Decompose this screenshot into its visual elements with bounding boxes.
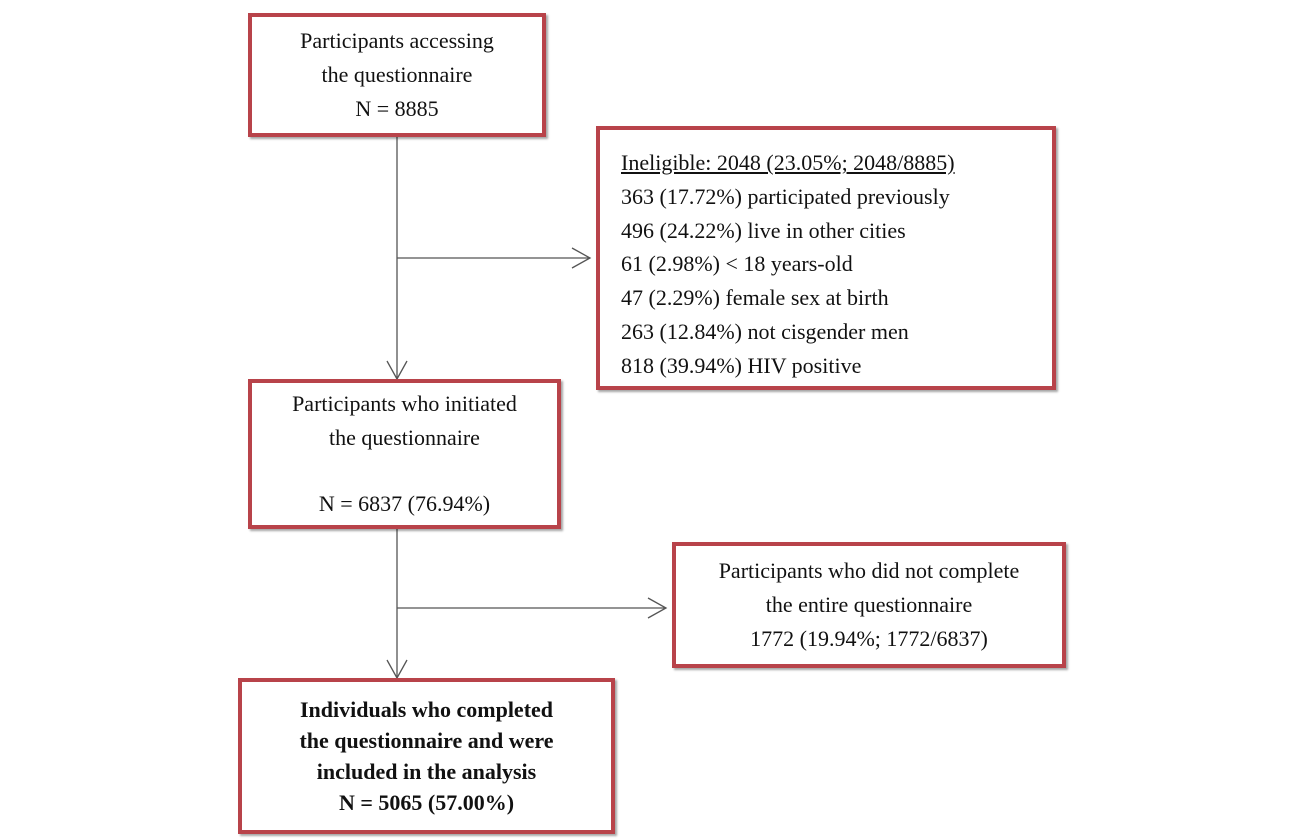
- ineligible-item: 61 (2.98%) < 18 years-old: [621, 251, 853, 277]
- ineligible-item: 47 (2.29%) female sex at birth: [621, 285, 889, 311]
- accessing-line-2: the questionnaire: [321, 62, 473, 87]
- completed-included-box: [238, 678, 615, 834]
- not-complete-line-2: the entire questionnaire: [765, 592, 973, 617]
- ineligible-item: 263 (12.84%) not cisgender men: [621, 318, 909, 344]
- ineligible-box: [596, 126, 1056, 390]
- not-complete-box: [672, 542, 1066, 668]
- completed-count: N = 5065 (57.00%): [338, 790, 515, 815]
- accessing-line-1: Participants accessing: [300, 28, 494, 53]
- completed-line-3: included in the analysis: [316, 759, 537, 784]
- completed-line-2: the questionnaire and were: [299, 728, 554, 753]
- participants-initiated-box: [248, 379, 561, 529]
- ineligible-item: 818 (39.94%) HIV positive: [621, 352, 862, 378]
- participants-accessing-box: [248, 13, 546, 137]
- ineligible-item: 496 (24.22%) live in other cities: [621, 217, 906, 243]
- initiated-line-2: the questionnaire: [329, 425, 480, 450]
- initiated-line-1: Participants who initiated: [292, 391, 517, 416]
- ineligible-item: 363 (17.72%) participated previously: [621, 183, 950, 209]
- not-complete-line-1: Participants who did not complete: [718, 558, 1020, 583]
- accessing-count: N = 8885: [355, 96, 439, 121]
- ineligible-heading: Ineligible: 2048 (23.05%; 2048/8885): [621, 150, 955, 175]
- completed-line-1: Individuals who completed: [299, 697, 554, 722]
- initiated-count: N = 6837 (76.94%): [318, 491, 491, 516]
- not-complete-count: 1772 (19.94%; 1772/6837): [750, 626, 988, 651]
